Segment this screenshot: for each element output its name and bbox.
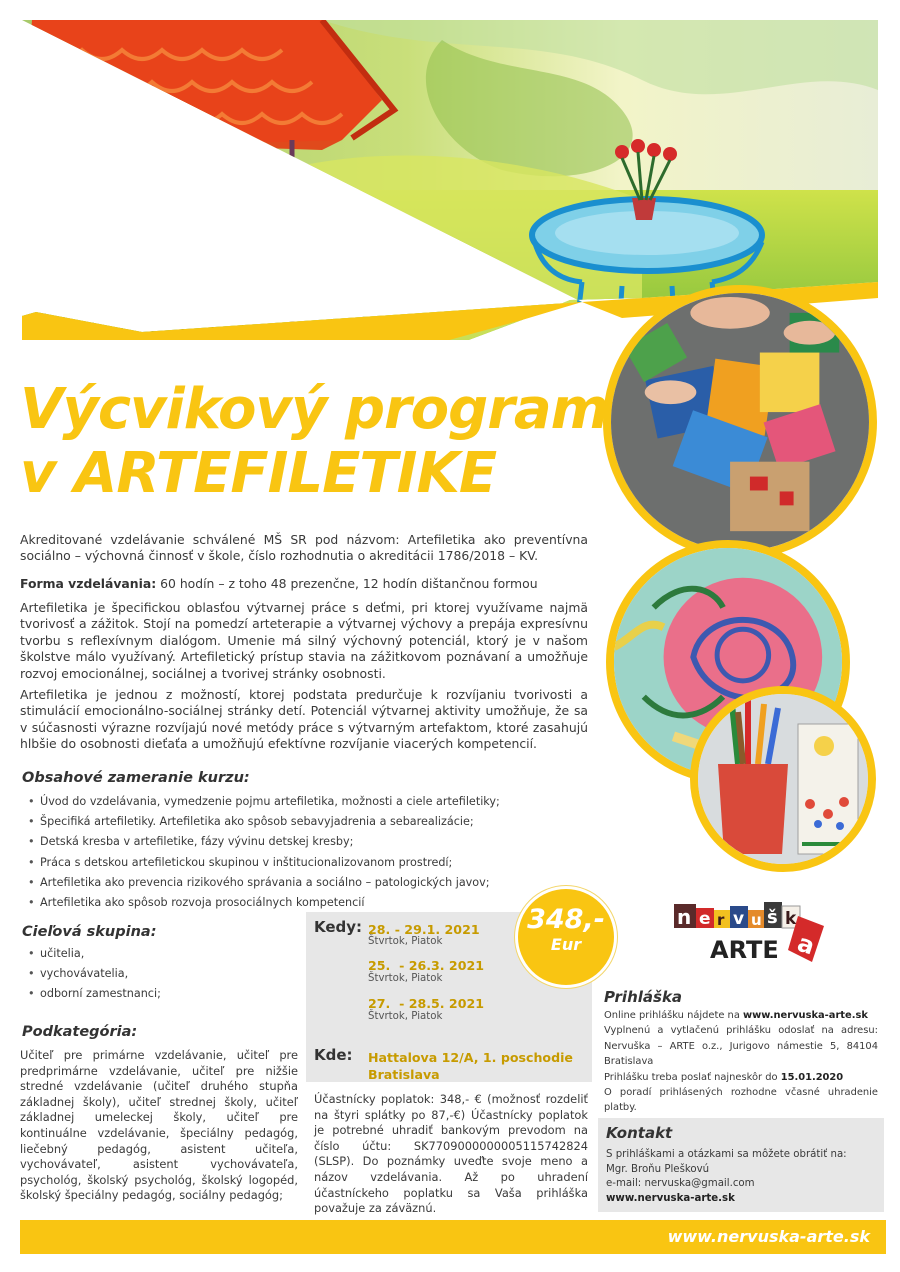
list-item: • Detská kresba v artefiletike, fázy vývinu detskej kresby; bbox=[26, 832, 500, 852]
page-title-line-1: Výcvikový program bbox=[20, 377, 608, 442]
svg-text:k: k bbox=[785, 909, 797, 929]
kontakt-name: Mgr. Broňu Pleškovú bbox=[606, 1163, 710, 1175]
list-item: • Artefiletika ako prevencia rizikového správania a sociálno – patologických javov; bbox=[26, 873, 500, 893]
svg-text:ARTE: ARTE bbox=[710, 936, 779, 964]
forma-value: 60 hodín – z toho 48 prezenčne, 12 hodín dištančnou formou bbox=[156, 576, 538, 591]
list-item: • Práca s detskou artefiletickou skupinou v inštitucionalizovanom prostredí; bbox=[26, 853, 500, 873]
photo-pencils-drawing bbox=[690, 686, 876, 872]
svg-text:r: r bbox=[717, 911, 725, 929]
schedule-days-1: Štvrtok, Piatok bbox=[368, 936, 443, 947]
photo-pencils-drawing-art bbox=[698, 694, 868, 864]
prihlaska-address-line: Vyplnenú a vytlačenú prihlášku odoslať na adresu: Nervuška – ARTE o.z., Jurigovo námestie 5, 84104 Bratislava bbox=[604, 1025, 878, 1068]
ciel-heading: Cieľová skupina: bbox=[22, 924, 157, 940]
schedule-date-2: 25. - 26.3. 2021 bbox=[368, 958, 484, 973]
kde-label: Kde: bbox=[314, 1046, 353, 1064]
kde-address: Hattalova 12/A, 1. poschodie bbox=[368, 1050, 573, 1065]
prihlaska-body bbox=[604, 1008, 878, 1131]
body-paragraph-2: Artefiletika je jednou z možností, ktorej podstata predurčuje k rozvíjaniu tvorivosti a stimulácií emocionálno-sociálnej stránky detí. Potenciál výtvarnej aktivity umožňuje, že sa v súčasnosti výrazne rozvíjajú nové metódy práce s výtvarným artefaktom, ktoré zasahujú hlbšie do osobnosti dieťaťa a umožňujú efektívne rozvíjanie viacerých kompetencií. bbox=[20, 687, 588, 752]
podkategoria-heading: Podkategória: bbox=[22, 1024, 138, 1040]
ciel-list bbox=[26, 944, 161, 1005]
kontakt-website-link[interactable] bbox=[606, 1192, 847, 1207]
prihlaska-online-text: Online prihlášku nájdete na bbox=[604, 1010, 744, 1021]
obsah-list bbox=[26, 792, 500, 913]
kontakt-email[interactable]: e-mail: nervuska@gmail.com bbox=[606, 1178, 755, 1190]
obsah-heading: Obsahové zameranie kurzu: bbox=[22, 770, 250, 786]
nervuska-arte-logo bbox=[672, 896, 832, 966]
schedule-date-1: 28. - 29.1. 2021 bbox=[368, 922, 480, 937]
prihlaska-deadline-date: 15.01.2020 bbox=[780, 1071, 844, 1083]
intro-paragraph: Akreditované vzdelávanie schválené MŠ SR pod názvom: Artefiletika ako preventívna sociálno – výchovná činnosť v škole, číslo rozhodnutia o akreditácii 1786/2018 – KV. bbox=[20, 532, 588, 564]
kontakt-box bbox=[598, 1118, 884, 1212]
price-value: 348,- bbox=[527, 904, 605, 935]
price-badge bbox=[515, 886, 617, 988]
podkategoria-text: Učiteľ pre primárne vzdelávanie, učiteľ pre predprimárne vzdelávanie, učiteľ pre nižšie stredné vzdelávanie (učiteľ druhého stupňa základnej školy), učiteľ strednej školy, učiteľ základnej umeleckej školy, učiteľ pre kontinuálne vzdelávanie, špeciálny pedagóg, liečebný pedagóg, asistent učiteľa, vychovávateľ, asistent vychovávateľa, psychológ, školský psychológ, školský logopéd, školský špeciálny pedagóg, sociálny pedagóg; bbox=[20, 1048, 298, 1203]
forma-label: Forma vzdelávania: bbox=[20, 576, 157, 591]
svg-text:n: n bbox=[677, 905, 692, 929]
svg-text:š: š bbox=[767, 907, 778, 928]
kedy-label: Kedy: bbox=[314, 918, 363, 936]
prihlaska-heading: Prihláška bbox=[604, 988, 683, 1006]
list-item: • odborní zamestnanci; bbox=[26, 984, 161, 1004]
photo-collage-paper bbox=[603, 285, 877, 559]
page-title-line-2: v ARTEFILETIKE bbox=[20, 441, 497, 506]
svg-text:v: v bbox=[733, 909, 745, 929]
prihlaska-order-line: O poradí prihlásených rozhodne včasné uhradenie platby. bbox=[604, 1087, 878, 1114]
schedule-days-2: Štvrtok, Piatok bbox=[368, 973, 443, 984]
prihlaska-online-link[interactable]: www.nervuska-arte.sk bbox=[743, 1010, 868, 1021]
price-unit: Eur bbox=[550, 935, 582, 954]
footer-bar bbox=[20, 1220, 886, 1254]
list-item: • učitelia, bbox=[26, 944, 161, 964]
footer-website-link[interactable]: www.nervuska-arte.sk bbox=[667, 1227, 870, 1246]
list-item: • vychovávatelia, bbox=[26, 964, 161, 984]
fee-text: Účastnícky poplatok: 348,- € (možnosť rozdeliť na štyri splátky po 87,-€) Účastnícky poplatok je potrebné uhradiť bankovým prevodom na číslo účtu: SK7709000000005115742824 (SLSP). Do poznámky uveďte svoje meno a názov vzdelávania. Až po uhradení účastníckeho poplatku sa Vaša prihláška považuje za záväznú. bbox=[314, 1092, 588, 1216]
schedule-date-3: 27. - 28.5. 2021 bbox=[368, 996, 484, 1011]
kontakt-heading: Kontakt bbox=[606, 1124, 673, 1142]
list-item: • Artefiletika ako spôsob rozvoja prosociálnych kompetencií bbox=[26, 893, 500, 913]
prihlaska-deadline-text: Prihlášku treba poslať najneskôr do bbox=[604, 1071, 781, 1083]
svg-text:a: a bbox=[793, 928, 819, 961]
body-paragraph-1: Artefiletika je špecifickou oblasťou výtvarnej práce s deťmi, pri ktorej využívame najmä tvorivosť a zážitok. Stojí na pomedzí arteterapie a výtvarnej výchovy a prepája expresívnu tvorbu s reflexívnym dialógom. Umenie má silný výchovný potenciál, ktorý je v našom školstve málo využívaný. Artefiletický prístup stavia na zážitkovom poznávaní a umožňuje rozvoj emocionálnej, sociálnej a tvorivej stránky osobnosti. bbox=[20, 600, 588, 681]
prihlaska-online-line bbox=[604, 1008, 878, 1023]
forma-line bbox=[20, 576, 588, 592]
kde-city: Bratislava bbox=[368, 1067, 440, 1082]
list-item: • Úvod do vzdelávania, vymedzenie pojmu artefiletika, možnosti a ciele artefiletiky; bbox=[26, 792, 500, 812]
kontakt-intro: S prihláškami a otázkami sa môžete obrátiť na: bbox=[606, 1149, 847, 1160]
prihlaska-deadline-line bbox=[604, 1070, 878, 1085]
kontakt-body bbox=[606, 1148, 847, 1206]
svg-text:e: e bbox=[699, 909, 711, 929]
svg-text:u: u bbox=[751, 911, 762, 929]
kontakt-website-text[interactable]: www.nervuska-arte.sk bbox=[606, 1192, 735, 1204]
schedule-days-3: Štvrtok, Piatok bbox=[368, 1011, 443, 1022]
list-item: • Špecifiká artefiletiky. Artefiletika ako spôsob sebavyjadrenia a sebarealizácie; bbox=[26, 812, 500, 832]
photo-collage-paper-art bbox=[611, 293, 869, 551]
